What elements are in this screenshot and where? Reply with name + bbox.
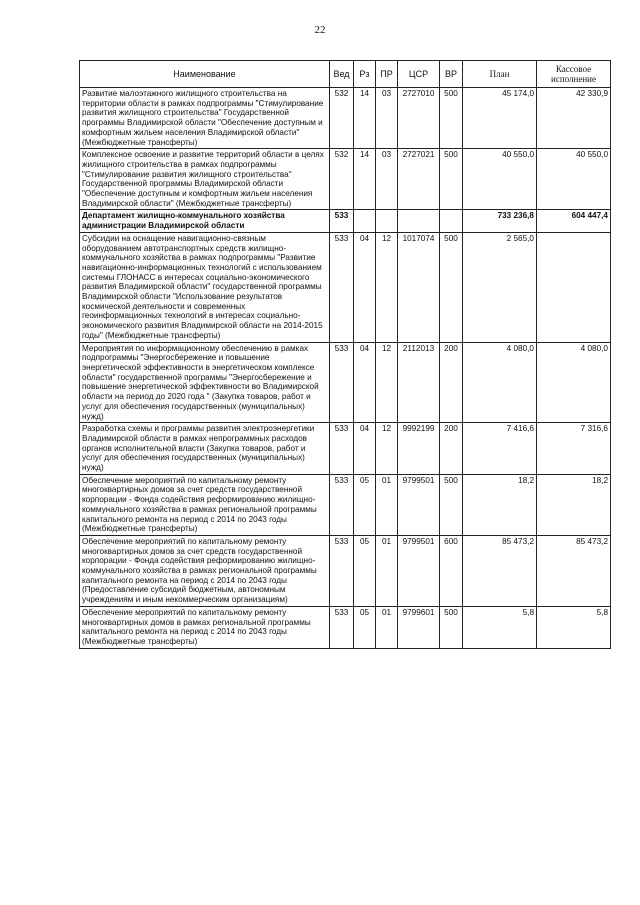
row-name: Мероприятия по информационному обеспечению в рамках подпрограммы "Энергосбережение и повышение энергетической эффективности в энергетическом комплексе области" государственной программы "Энергосбережение и повышение энергетической эффективности во Владимирской области на период до 2020 года " (Закупка товаров, работ и услуг для обеспечения государственных (муниципальных) нужд): [80, 342, 330, 423]
row-vr: [440, 210, 463, 232]
row-csr: 2727021: [398, 149, 440, 210]
row-name: Обеспечение мероприятий по капитальному ремонту многоквартирных домов за счет средств государственной корпорации - Фонда содействия реформированию жилищно-коммунального хозяйства в рамках региональной программы капитального ремонта на период с 2014 по 2043 годы (Межбюджетные трансферты): [80, 474, 330, 535]
table-row: [80, 606, 611, 648]
row-csr: [398, 210, 440, 232]
page-number: 22: [314, 24, 326, 36]
row-csr: 9799501: [398, 474, 440, 535]
row-csr: 9799501: [398, 535, 440, 606]
row-kass: 604 447,4: [537, 210, 611, 232]
table-row: [80, 474, 611, 535]
row-ved: 533: [330, 535, 354, 606]
row-ved: 533: [330, 606, 354, 648]
table-header-row: [80, 61, 611, 88]
table-row: [80, 149, 611, 210]
row-name: Обеспечение мероприятий по капитальному ремонту многоквартирных домов за счет средств государственной корпорации - Фонда содействия реформированию жилищно-коммунального хозяйства в рамках региональной программы капитального ремонта на период с 2014 по 2043 годы (Предоставление субсидий бюджетным, автономным учреждениям и иным некоммерческим организациям): [80, 535, 330, 606]
table-row: [80, 232, 611, 342]
row-rz: [354, 210, 376, 232]
row-name: Департамент жилищно-коммунального хозяйства администрации Владимирской области: [80, 210, 330, 232]
row-csr: 1017074: [398, 232, 440, 342]
header-plan: План: [463, 61, 537, 88]
row-csr: 9992199: [398, 423, 440, 475]
row-vr: 500: [440, 88, 463, 149]
row-pr: 03: [376, 149, 398, 210]
row-rz: 05: [354, 535, 376, 606]
row-vr: 200: [440, 423, 463, 475]
table-row: [80, 342, 611, 423]
row-name: Развитие малоэтажного жилищного строительства на территории области в рамках подпрограммы "Стимулирование развития жилищного строительства" Государственной программы Владимирской области "Обеспечение доступным и комфортным жильем населения Владимирской области" (Межбюджетные трансферты): [80, 88, 330, 149]
header-rz: Рз: [354, 61, 376, 88]
row-kass: 5,8: [537, 606, 611, 648]
row-pr: 12: [376, 342, 398, 423]
row-plan: 2 565,0: [463, 232, 537, 342]
row-ved: 533: [330, 342, 354, 423]
row-vr: 500: [440, 474, 463, 535]
row-pr: 03: [376, 88, 398, 149]
row-csr: 2112013: [398, 342, 440, 423]
row-ved: 533: [330, 232, 354, 342]
row-kass: 7 316,6: [537, 423, 611, 475]
row-rz: 04: [354, 342, 376, 423]
row-name: Разработка схемы и программы развития электроэнергетики Владимирской области в рамках непрограммных расходов органов исполнительной власти (Закупка товаров, работ и услуг для обеспечения государственных (муниципальных) нужд): [80, 423, 330, 475]
row-pr: [376, 210, 398, 232]
table-row: [80, 423, 611, 475]
table-row-department: [80, 210, 611, 232]
row-rz: 04: [354, 423, 376, 475]
row-ved: 533: [330, 474, 354, 535]
header-vr: ВР: [440, 61, 463, 88]
row-vr: 600: [440, 535, 463, 606]
row-vr: 200: [440, 342, 463, 423]
row-kass: [537, 232, 611, 342]
header-pr: ПР: [376, 61, 398, 88]
header-ved: Вед: [330, 61, 354, 88]
row-name: Обеспечение мероприятий по капитальному ремонту многоквартирных домов в рамках региональной программы капитального ремонта на период с 2014 по 2043 годы (Межбюджетные трансферты): [80, 606, 330, 648]
row-vr: 500: [440, 232, 463, 342]
row-plan: 7 416,6: [463, 423, 537, 475]
row-plan: 85 473,2: [463, 535, 537, 606]
header-name: Наименование: [80, 61, 330, 88]
row-pr: 01: [376, 606, 398, 648]
row-rz: 04: [354, 232, 376, 342]
table-row: [80, 88, 611, 149]
row-kass: 18,2: [537, 474, 611, 535]
row-name: Комплексное освоение и развитие территорий области в целях жилищного строительства в рамках подпрограммы "Стимулирование развития жилищного строительства" Государственной программы Владимирской области "Обеспечение доступным и комфортным жильем населения Владимирской области" (Межбюджетные трансферты): [80, 149, 330, 210]
row-csr: 9799601: [398, 606, 440, 648]
row-rz: 05: [354, 606, 376, 648]
row-plan: 733 236,8: [463, 210, 537, 232]
row-pr: 01: [376, 474, 398, 535]
row-vr: 500: [440, 606, 463, 648]
row-plan: 40 550,0: [463, 149, 537, 210]
row-plan: 18,2: [463, 474, 537, 535]
row-ved: 533: [330, 423, 354, 475]
row-csr: 2727010: [398, 88, 440, 149]
row-pr: 12: [376, 423, 398, 475]
row-rz: 14: [354, 149, 376, 210]
header-csr: ЦСР: [398, 61, 440, 88]
row-ved: 533: [330, 210, 354, 232]
row-plan: 45 174,0: [463, 88, 537, 149]
row-pr: 01: [376, 535, 398, 606]
row-kass: 40 550,0: [537, 149, 611, 210]
row-kass: 85 473,2: [537, 535, 611, 606]
row-ved: 532: [330, 88, 354, 149]
table-row: [80, 535, 611, 606]
row-rz: 05: [354, 474, 376, 535]
row-name: Субсидии на оснащение навигационно-связным оборудованием автотранспортных средств жилищно-коммунального хозяйства в рамках подпрограммы "Развитие навигационно-информационных технологий с использованием системы ГЛОНАСС в интересах социально-экономического развития Владимирской области" государственной программы Владимирской области "Использование результатов космической деятельности и современных геоинформационных технологий в интересах социально-экономического развития Владимирской области на 2014-2015 годы" (Межбюджетные трансферты): [80, 232, 330, 342]
row-plan: 4 080,0: [463, 342, 537, 423]
row-vr: 500: [440, 149, 463, 210]
row-plan: 5,8: [463, 606, 537, 648]
row-rz: 14: [354, 88, 376, 149]
header-kass: Кассовое исполнение: [537, 61, 611, 88]
row-ved: 532: [330, 149, 354, 210]
row-pr: 12: [376, 232, 398, 342]
row-kass: 4 080,0: [537, 342, 611, 423]
row-kass: 42 330,9: [537, 88, 611, 149]
budget-table: [79, 60, 611, 649]
